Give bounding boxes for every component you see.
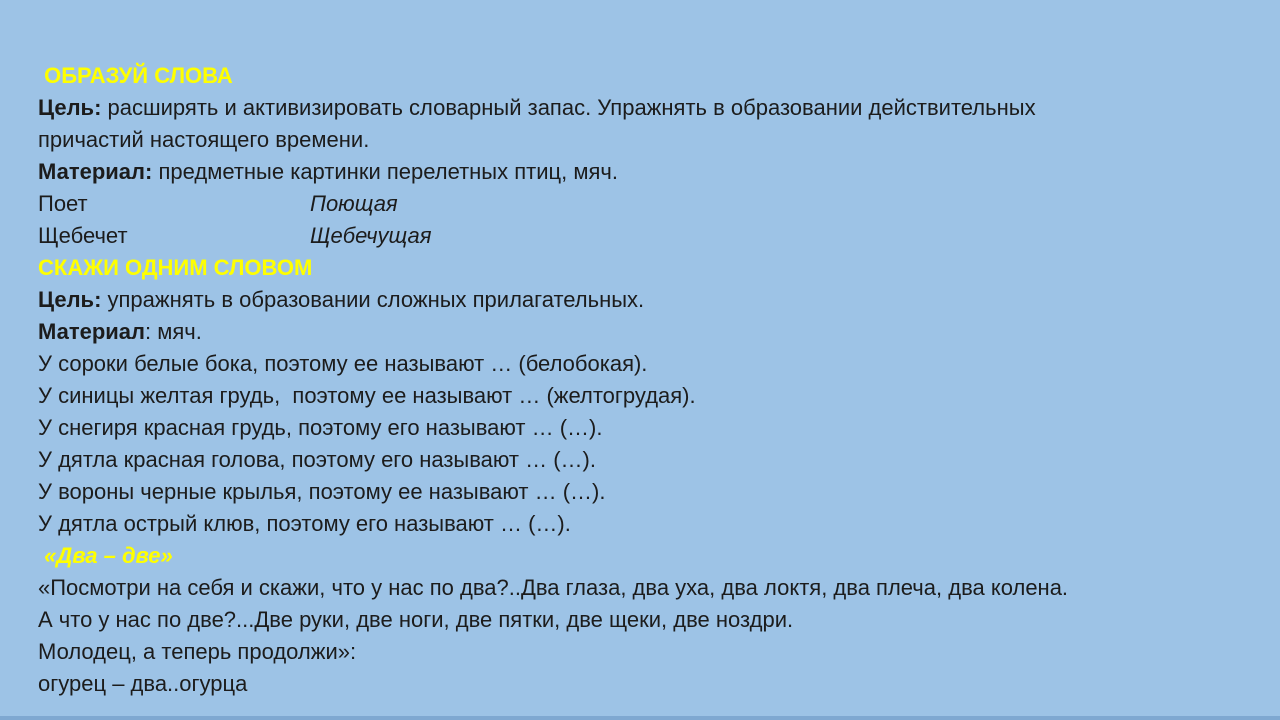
- pair-derived-word: Поющая: [310, 191, 398, 216]
- text-line: [38, 156, 1246, 188]
- pair-source-word: Щебечет: [38, 223, 128, 248]
- text-line: [38, 412, 1246, 444]
- text-line: [38, 284, 1246, 316]
- text-run: : мяч.: [145, 319, 202, 344]
- text-line: [38, 348, 1246, 380]
- text-run: У синицы желтая грудь, поэтому ее называют … (желтогрудая).: [38, 383, 696, 408]
- bold-label: Материал: [38, 319, 146, 344]
- text-run: причастий настоящего времени.: [38, 127, 370, 152]
- text-run: огурец – два..огурца: [38, 671, 248, 696]
- slide-text-block: [38, 60, 1246, 700]
- text-line: [38, 92, 1246, 124]
- text-line: [38, 636, 1246, 668]
- text-line: [38, 508, 1246, 540]
- text-run: У вороны черные крылья, поэтому ее называют … (…).: [38, 479, 606, 504]
- text-run: У снегиря красная грудь, поэтому его называют … (…).: [38, 415, 603, 440]
- text-line: [38, 572, 1246, 604]
- text-run: упражнять в образовании сложных прилагательных.: [101, 287, 645, 312]
- bold-label: Цель:: [38, 287, 102, 312]
- text-line: [38, 380, 1246, 412]
- text-line: [38, 444, 1246, 476]
- bold-label: Цель:: [38, 95, 102, 120]
- word-pair-line: [38, 220, 1246, 252]
- text-run: «Посмотри на себя и скажи, что у нас по два?..Два глаза, два уха, два локтя, два плеча, два колена.: [38, 575, 1069, 600]
- word-pair-line: [38, 188, 1246, 220]
- text-run: Молодец, а теперь продолжи»:: [38, 639, 357, 664]
- section-heading: СКАЖИ ОДНИМ СЛОВОМ: [38, 255, 313, 280]
- text-run: предметные картинки перелетных птиц, мяч.: [152, 159, 618, 184]
- text-run: У дятла острый клюв, поэтому его называют … (…).: [38, 511, 571, 536]
- text-run: расширять и активизировать словарный запас. Упражнять в образовании действительных: [101, 95, 1036, 120]
- text-run: У дятла красная голова, поэтому его называют … (…).: [38, 447, 596, 472]
- text-line: [38, 316, 1246, 348]
- text-run: У сороки белые бока, поэтому ее называют … (белобокая).: [38, 351, 648, 376]
- pair-derived-word: Щебечущая: [310, 223, 432, 248]
- text-line: [38, 124, 1246, 156]
- pair-source-word: Поет: [38, 191, 88, 216]
- text-line: [38, 476, 1246, 508]
- text-line: [38, 604, 1246, 636]
- section-heading: «Два – две»: [38, 543, 173, 568]
- bold-label: Материал:: [38, 159, 153, 184]
- text-line: [38, 668, 1246, 700]
- text-run: А что у нас по две?...Две руки, две ноги, две пятки, две щеки, две ноздри.: [38, 607, 794, 632]
- section-heading: ОБРАЗУЙ СЛОВА: [38, 63, 233, 88]
